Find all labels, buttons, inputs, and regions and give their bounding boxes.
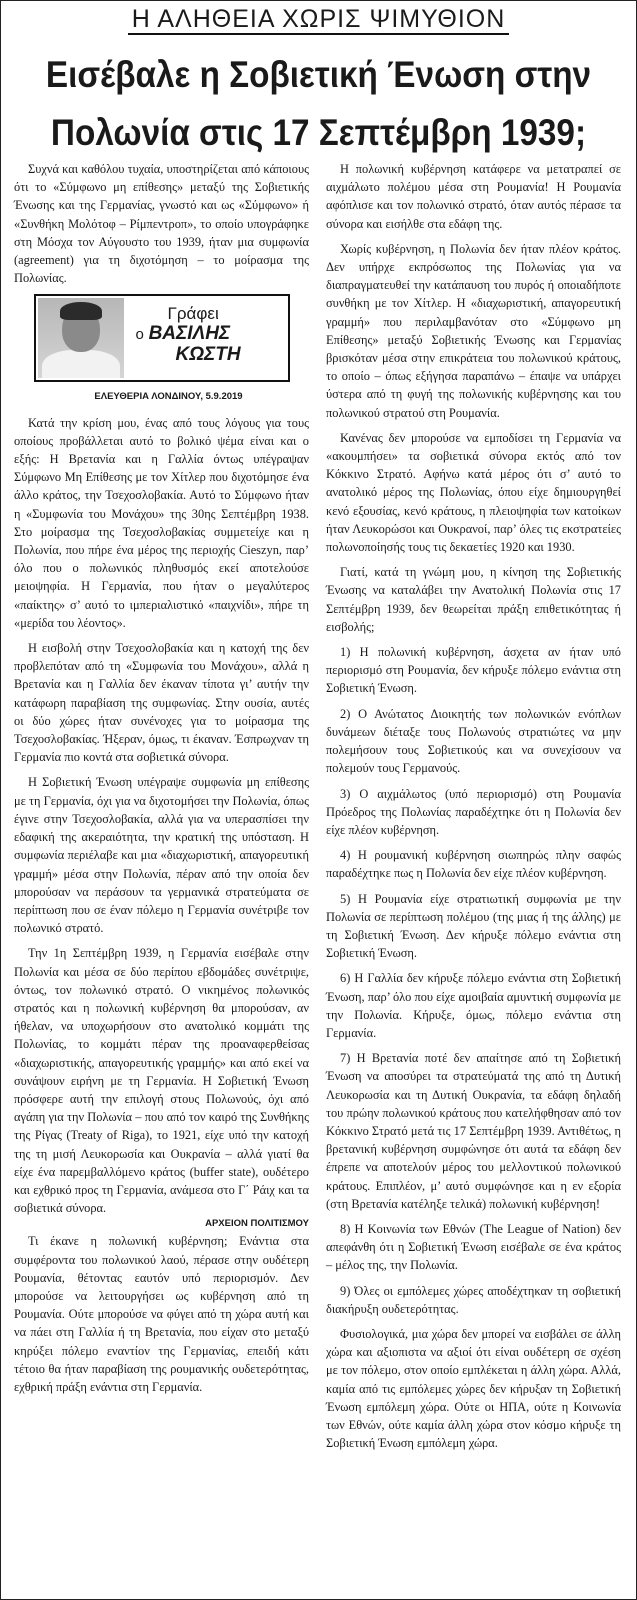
photo-hair <box>60 302 102 320</box>
list-item: 5) Η Ρουμανία είχε στρατιωτική συμφωνία με την Πολωνία σε περίπτωση πολέμου (της μιας ή της άλλης) με τη Σοβιετική Ένωση. Δεν κήρυξε πόλεμο ενάντια στη Σοβιετική Ένωση. <box>326 891 621 961</box>
paragraph: Συχνά και καθόλου τυχαία, υποστηρίζεται από κάποιους ότι το «Σύμφωνο μη επίθεσης» μεταξύ της Σοβιετικής Ένωσης και της Γερμανίας, γνωστό και ως «Σύμφωνο» ή «Συνθήκη Μολότοφ – Ρίμπεντροπ», το οποίο υπογράφηκε στη Μόσχα τον Αύγουστο του 1939, ήταν μια συμφωνία (agreement) για τη διχοτόμηση – το μοίρασμα της Πολωνίας. <box>14 162 309 286</box>
paragraph: Χωρίς κυβέρνηση, η Πολωνία δεν ήταν πλέον κράτος. Δεν υπήρχε εκπρόσωπος της Πολωνίας για να διαπραγματευθεί την κατάπαυση του πυρός ή οποιαδήποτε συνθήκη με τον Χίτλερ. Η «διαχωριστική, απαγορευτική γραμμή» που περιλαμβανόταν στο «Σύμφωνο μη Επίθεσης» μεταξύ Σοβιετικής Ένωσης και Γερμανίας βρισκόταν μέσα στην επικράτεια του πολωνικού κράτους, το οποίο – όπως εξήγησα παραπάνω – έπαψε να υπάρχει ύστερα από τη φυγή της πολωνικής κυβέρνησης και του πολωνικού στρατού στη Ρουμανία. <box>326 241 621 420</box>
photo-shoulders <box>42 350 120 378</box>
paragraph: Τι έκανε η πολωνική κυβέρνηση; Ενάντια στα συμφέροντα του πολωνικού λαού, πέρασε στην ουδέτερη Ρουμανία, θέτοντας εαυτόν υπό περιορισμόν. Δεν μπορούσε να λειτουργήσει ως κυβέρνηση από τη Ρουμανία. Ούτε μπορούσε να φύγει από τη χώρα αυτή και να πάει στη Γαλλία ή τη Βρετανία, που είχαν στο μεταξύ κηρύξει πόλεμο εναντίον της Γερμανίας, επειδή κάτι τέτοιο θα ήταν παραβίαση της ρουμανικής ουδετερότητας, εχθρική πράξη ενάντια στη Γερμανία. <box>14 1234 309 1394</box>
paragraph: Η Σοβιετική Ένωση υπέγραψε συμφωνία μη επίθεσης με τη Γερμανία, όχι για να διχοτομήσει την Πολωνία, όπως έγινε στην Τσεχοσλοβακία, αλλά για να υπερασπίσει την εδαφική της ακεραιότητα, την κρατική της υπόσταση. Η συμφωνία περιέλαβε και μια «διαχωριστική, απαγορευτική γραμμή» μέσα στην Πολωνία, πέραν από την οποία δεν μπορούσαν να περάσουν τα γερμανικά στρατεύματα σε περίπτωση που σε έναν πόλεμο η Γερμανία συνέτριβε τον πολωνικό στρατό. <box>14 775 309 936</box>
right-column <box>326 160 621 1459</box>
left-column <box>14 160 309 1403</box>
list-item: 7) Η Βρετανία ποτέ δεν απαίτησε από τη Σοβιετική Ένωση να αποσύρει τα στρατεύματά της από τη Δυτική Λευκορωσία και τη Δυτική Ουκρανία, τα εδάφη δηλαδή του πρώην πολωνικού κράτους που κατελήφθησαν από τον Κόκκινο Στρατό μετά τις 17 Σεπτέμβρη 1939. Αντιθέτως, η βρετανική κυβέρνηση συμφώνησε ότι αυτά τα εδάφη δεν έπρεπε να αποτελούν μέρος του μελλοντικού πολωνικού κράτους. Επιπλέον, μ’ αυτό συμφώνησε και η εν εξορία (στη Βρετανία κατέληξε τελικά) πολωνική κυβέρνηση! <box>326 1051 621 1211</box>
byline-box <box>34 294 290 382</box>
list-item: 3) Ο αιχμάλωτος (υπό περιορισμό) στη Ρουμανία Πρόεδρος της Πολωνίας παραδέχτηκε ότι η Πολωνία δεν είχε πλέον κυβέρνηση. <box>326 786 621 837</box>
byline-text <box>136 304 241 365</box>
byline-writes: Γράφει <box>167 304 219 324</box>
author-first-name: ΒΑΣΙΛΗΣ <box>148 323 231 345</box>
list-item: 8) Η Κοινωνία των Εθνών (The League of Nation) δεν απεφάνθη ότι η Σοβιετική Ένωση εισέβαλε σε ένα κράτος – μέλος της, την Πολωνία. <box>326 1221 621 1273</box>
author-surname: ΚΩΣΤΗ <box>175 344 241 366</box>
paragraph: Κανένας δεν μπορούσε να εμποδίσει τη Γερμανία να «ακουμπήσει» τα σοβιετικά σύνορα εκτός από τον Κόκκινο Στρατό. Αφήνω κατά μέρος ότι σ’ αυτό το ανατολικό μέρος της Πολωνίας, όπου είχε δημιουργηθεί κενό εξουσίας, κενό κράτους, η πλειοψηφία των κατοίκων ήταν Λευκορώσοι και Ουκρανοί, παρ’ όλες τις εκστρατείες πολωνοποίησής τους τις δεκαετίες 1920 και 1930. <box>326 430 621 555</box>
paragraph: Η εισβολή στην Τσεχοσλοβακία και η κατοχή της δεν προβλεπόταν από τη «Συμφωνία του Μονάχου», αλλά η Βρετανία και η Γαλλία δεν έκαναν τίποτα γι’ αυτήν την κατάφωρη παραβίαση της συμφωνίας. Στην ουσία, αυτές οι δύο χώρες ήταν συνένοχες για το μοίρασμα της Τσεχοσλοβακίας. Ήξεραν, όμως, τι έκαναν. Έσπρωχναν τη Γερμανία πιο κοντά στα σοβιετικά σύνορα. <box>14 641 309 765</box>
list-item: 4) Η ρουμανική κυβέρνηση σιωπηρώς πλην σαφώς παραδέχτηκε πως η Πολωνία δεν είχε πλέον κυβέρνηση. <box>326 848 621 881</box>
paragraph: Κατά την κρίση μου, ένας από τους λόγους για τους οποίους προβάλλεται αυτό το βολικό ψέμα είναι και ο εξής: Η Βρετανία και η Γαλλία όντως υπέγραψαν Σύμφωνο Μη Επίθεσης με τον Χίτλερ που διχοτόμησε ένα άλλο κράτος, την Τσεχοσλοβακία. Αυτό το Σύμφωνο ήταν η «Συμφωνία του Μονάχου» της 30ης Σεπτέμβρη 1938. Στο μοίρασμα της Τσεχοσλοβακίας συμμετείχε και η Πολωνία, που πήρε ένα μέρος της περιοχής Cieszyn, παρ’ όλο που ο πολωνικός πληθυσμός εκεί αποτελούσε μειοψηφία. Η Γερμανία, που ήταν ο μεγαλύτερος «παίκτης» σ’ αυτό το ιμπεριαλιστικό «παιχνίδι», πήρε τη «μερίδα του λέοντος». <box>14 415 309 630</box>
archive-credit: ΑΡΧΕΙΟΝ ΠΟΛΙΤΙΣΜΟΥ <box>205 1218 309 1230</box>
byline-caption: ΕΛΕΥΘΕΡΙΑ ΛΟΝΔΙΝΟΥ, 5.9.2019 <box>94 391 243 403</box>
paragraph: Η πολωνική κυβέρνηση κατάφερε να μετατραπεί σε αιχμάλωτο πολέμου μέσα στη Ρουμανία! Η Ρουμανία αφόπλισε και τον πολωνικό στρατό, όταν αυτός πέρασε τα σύνορα και εισήλθε στα εδάφη της. <box>326 162 621 231</box>
list-item: 9) Όλες οι εμπόλεμες χώρες αποδέχτηκαν τη σοβιετική διακήρυξη ουδετερότητας. <box>326 1283 621 1316</box>
list-item: 2) Ο Ανώτατος Διοικητής των πολωνικών ενόπλων δυνάμεων διέταξε τους Πολωνούς στρατιώτες να μην πολεμήσουν τους Σοβιετικούς και να συνεχίσουν να πολεμούν τους Γερμανούς. <box>326 706 621 776</box>
headline-line-1: Εισέβαλε η Σοβιετική Ένωση στην <box>45 54 592 95</box>
kicker-text: Η ΑΛΗΘΕΙΑ ΧΩΡΙΣ ΨΙΜΥΘΙΟΝ <box>128 5 510 35</box>
kicker-heading <box>0 4 637 34</box>
headline-line-2: Πολωνία στις 17 Σεπτέμβρη 1939; <box>50 112 587 153</box>
paragraph: Φυσιολογικά, μια χώρα δεν μπορεί να εισβάλει σε άλλη χώρα και αξιοπιστα να αξιοί ότι είναι ουδέτερη σε σχέση με τον πόλεμο, στον οποίο εμπλέκεται η άλλη χώρα. Αλλά, καμία από τις εμπόλεμες χώρες δεν κήρυξαν τη Σοβιετική Ένωση εμπόλεμη χώρα. Ούτε οι ΗΠΑ, ούτε η Κοινωνία των Εθνών, ούτε καμία άλλη χώρα στον κόσμο κήρυξε τη Σοβιετική Ένωση εμπόλεμη χώρα. <box>326 1326 621 1451</box>
list-item: 6) Η Γαλλία δεν κήρυξε πόλεμο ενάντια στη Σοβιετική Ένωση, παρ’ όλο που είχε αμοιβαία αμυντική συμφωνία με την Πολωνία. Κήρυξε, όμως, πόλεμο ενάντια στη Γερμανία. <box>326 971 621 1040</box>
author-photo <box>38 298 124 378</box>
paragraph: Γιατί, κατά τη γνώμη μου, η κίνηση της Σοβιετικής Ένωσης να καταλάβει την Ανατολική Πολωνία στις 17 Σεπτέμβρη 1939, δεν θεωρείται πράξη επιθετικότητας ή εισβολής; <box>326 565 621 634</box>
paragraph: Την 1η Σεπτέμβρη 1939, η Γερμανία εισέβαλε στην Πολωνία και μέσα σε δύο περίπου εβδομάδες συνέτριψε, όντως, τον πολωνικό στρατό. Ο νικημένος πολωνικός στρατός και η πολωνική κυβέρνηση θα μπορούσαν, αν ήθελαν, να υποχωρήσουν στο ανατολικό κομμάτι της Πολωνίας, το κομμάτι πέραν της προαναφερθείσας «διαχωριστικής, απαγορευτικής γραμμής» και από εκεί να συνάψουν ειρήνη με τη Γερμανία. Η Σοβιετική Ένωση πρόσφερε αυτή την επιλογή στους Πολωνούς, όχι από αγάπη για την Πολωνία – που από τον καιρό της Συνθήκης της Ρίγας (Treaty of Riga), το 1921, είχε υπό την κατοχή της τη μισή Λευκορωσία και Ουκρανία – αλλά γιατί θα είχε ένα παρεμβαλλόμενο κράτος (buffer state), ουδέτερο και εχθρικό προς τη Γερμανία, ανάμεσα στο Γ΄ Ράιχ και τα σοβιετικά σύνορα. <box>14 946 309 1216</box>
article-headline <box>41 46 596 162</box>
byline-article: ο <box>135 326 144 344</box>
list-item: 1) Η πολωνική κυβέρνηση, άσχετα αν ήταν υπό περιορισμό στη Ρουμανία, δεν κήρυξε πόλεμο ενάντια στη Σοβιετική Ένωση. <box>326 645 621 696</box>
